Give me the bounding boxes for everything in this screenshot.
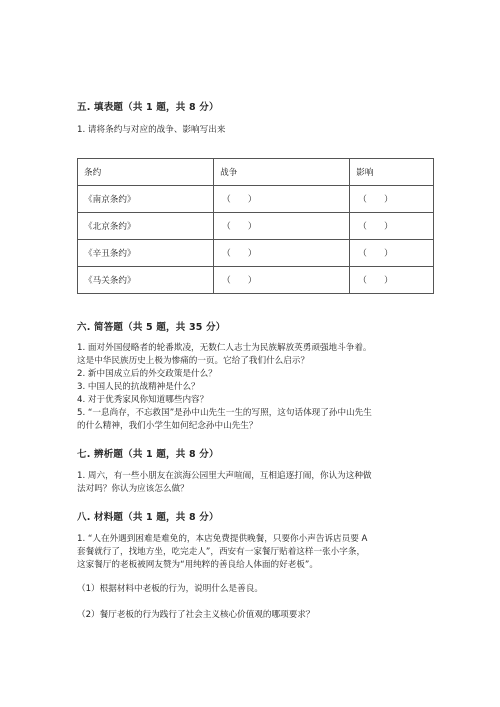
section-8-subquestion-1: （1）根据材料中老板的行为，说明什么是善良。 xyxy=(77,584,263,594)
table-cell-war-blank: （ ） xyxy=(214,240,350,267)
section-5-question-1: 1. 请将条约与对应的战争、影响写出来 xyxy=(77,125,226,135)
section-6-question-3: 3. 中国人民的抗战精神是什么？ xyxy=(77,382,200,392)
table-cell-treaty: 《北京条约》 xyxy=(78,213,214,240)
table-cell-war-blank: （ ） xyxy=(214,213,350,240)
section-8-subquestion-2: （2）餐厅老板的行为践行了社会主义核心价值观的哪项要求？ xyxy=(77,610,315,620)
section-8-title: 八. 材料题（共 1 题，共 8 分） xyxy=(77,512,219,523)
table-cell-treaty: 《马关条约》 xyxy=(78,267,214,294)
section-6-question-5-line-2: 的什么精神，我们小学生如何纪念孙中山先生？ xyxy=(77,421,258,431)
section-6-question-5-line-1: 5. “一息尚存，不忘救国”是孙中山先生一生的写照，这句话体现了孙中山先生 xyxy=(77,408,372,418)
table-cell-impact-blank: （ ） xyxy=(350,186,434,213)
treaty-table xyxy=(77,158,434,294)
table-cell-impact-blank: （ ） xyxy=(350,213,434,240)
table-row xyxy=(78,240,434,267)
table-header-treaty: 条约 xyxy=(78,159,214,186)
section-7-title: 七. 辨析题（共 1 题，共 8 分） xyxy=(77,449,219,460)
section-6-question-2: 2. 新中国成立后的外交政策是什么？ xyxy=(77,369,217,379)
section-6-question-4: 4. 对于优秀家风你知道哪些内容？ xyxy=(77,395,209,405)
table-header-row xyxy=(78,159,434,186)
section-7-question-1-line-2: 法对吗？你认为应该怎么做？ xyxy=(77,484,189,494)
section-8-question-1-line-3: 这家餐厅的老板被网友赞为“用纯粹的善良给人体面的好老板”。 xyxy=(77,560,318,570)
table-cell-war-blank: （ ） xyxy=(214,267,350,294)
section-6-question-1-line-2: 这是中华民族历史上极为惨痛的一页。它给了我们什么启示？ xyxy=(77,356,310,366)
table-cell-treaty: 《南京条约》 xyxy=(78,186,214,213)
table-cell-treaty: 《辛丑条约》 xyxy=(78,240,214,267)
table-row xyxy=(78,186,434,213)
section-8-question-1-line-1: 1. “人在外遇到困难是难免的，本店免费提供晚餐，只要你小声告诉店员要 A xyxy=(77,534,368,544)
table-header-impact: 影响 xyxy=(350,159,434,186)
table-cell-impact-blank: （ ） xyxy=(350,240,434,267)
table-cell-impact-blank: （ ） xyxy=(350,267,434,294)
section-7-question-1-line-1: 1. 周六，有一些小朋友在滨海公园里大声喧闹，互相追逐打闹，你认为这种做 xyxy=(77,471,372,481)
table-header-war: 战争 xyxy=(214,159,350,186)
table-cell-war-blank: （ ） xyxy=(214,186,350,213)
section-6-question-1-line-1: 1. 面对外国侵略者的轮番欺凌，无数仁人志士为民族解放英勇顽强地斗争着。 xyxy=(77,343,372,353)
section-8-question-1-line-2: 套餐就行了，找地方坐，吃完走人”，西安有一家餐厅贴着这样一张小字条， xyxy=(77,547,366,557)
table-row xyxy=(78,213,434,240)
table-row xyxy=(78,267,434,294)
section-6-title: 六. 简答题（共 5 题，共 35 分） xyxy=(77,322,226,333)
section-5-title: 五. 填表题（共 1 题，共 8 分） xyxy=(77,102,219,113)
